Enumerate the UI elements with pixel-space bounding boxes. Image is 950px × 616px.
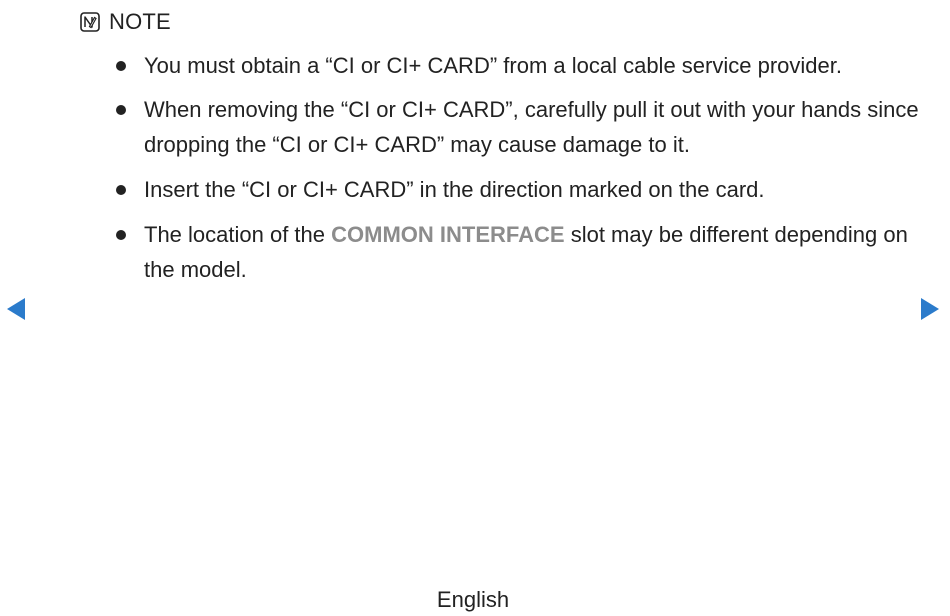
bullet-text-before: The location of the <box>144 222 332 247</box>
bullet-text-after: slot may be different depending on the model. <box>144 222 908 282</box>
bullet-text: Insert the “CI or CI+ CARD” in the direction marked on the card. <box>144 177 765 202</box>
note-header <box>80 9 171 35</box>
note-label: NOTE <box>109 9 171 34</box>
bullet-text: You must obtain a “CI or CI+ CARD” from a local cable service provider. <box>144 53 842 78</box>
bullet-dot <box>116 61 126 71</box>
next-page-arrow-icon[interactable] <box>920 297 940 321</box>
bullet-dot <box>116 230 126 240</box>
common-interface-highlight: COMMON INTERFACE <box>331 222 565 247</box>
bullet-dot <box>116 185 126 195</box>
note-icon <box>80 12 100 32</box>
list-item <box>144 217 919 287</box>
bullet-dot <box>116 105 126 115</box>
list-item <box>144 92 919 162</box>
list-item <box>144 172 919 207</box>
bullet-text: When removing the “CI or CI+ CARD”, carefully pull it out with your hands since dropping the “CI or CI+ CARD” may cause damage to it. <box>144 97 919 157</box>
list-item <box>144 48 919 83</box>
previous-page-arrow-icon[interactable] <box>6 297 26 321</box>
footer-language: English <box>436 587 510 612</box>
